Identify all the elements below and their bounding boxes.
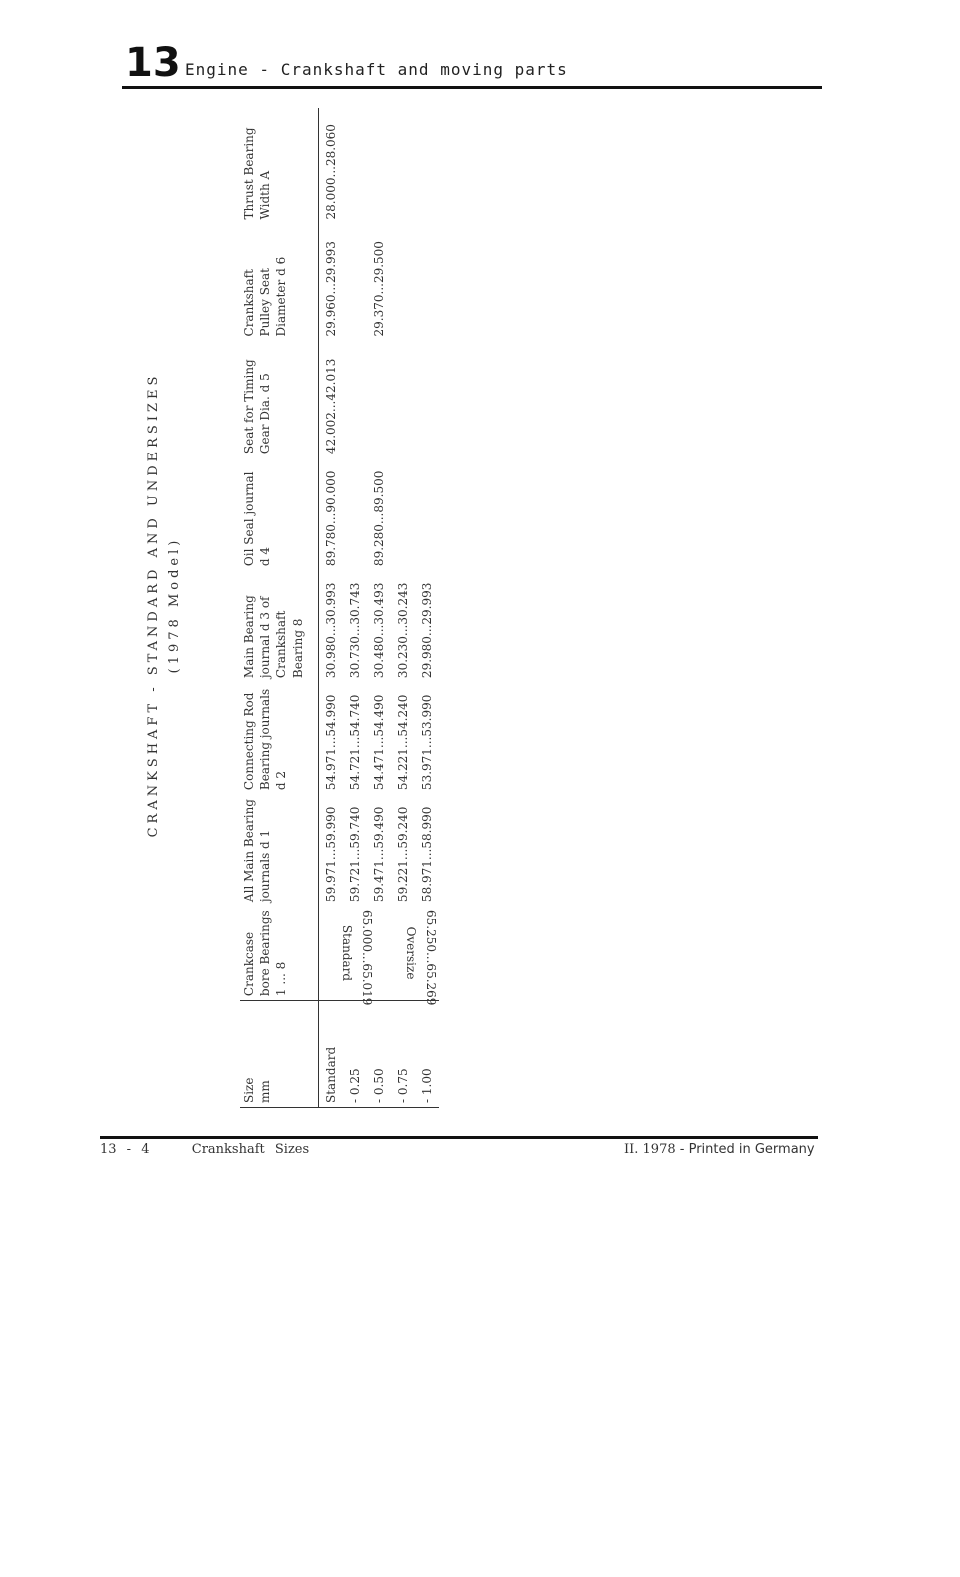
cell-a: [367, 108, 391, 223]
cell-d5: [391, 340, 415, 458]
cell-d1: 59.221...59.240: [396, 806, 410, 903]
cell-size: - 0.75: [391, 1001, 415, 1108]
page-reference: 13 - 4: [100, 1142, 150, 1157]
cell-d5: [343, 340, 367, 458]
cell-a: [415, 108, 439, 223]
section-name: Crankshaft Sizes: [191, 1142, 310, 1157]
cell-crankcase-bore: [319, 906, 440, 1006]
crankshaft-sizes-table: [240, 108, 439, 1108]
footer-left: [100, 1142, 309, 1157]
cell-d3: 29.980...29.993: [420, 582, 434, 679]
cell-d3: 30.730...30.743: [348, 582, 362, 679]
chapter-title: Engine - Crankshaft and moving parts: [185, 60, 568, 79]
cell-d5: [415, 340, 439, 458]
cell-d5: 42.002...42.013: [319, 340, 344, 458]
cell-a: [391, 108, 415, 223]
cell-d4: [343, 458, 367, 570]
standard-label: Standard: [340, 924, 354, 982]
cell-a: [343, 108, 367, 223]
cell-d2: 54.971...54.990: [319, 682, 344, 794]
header-timing-gear-seat: [240, 340, 319, 458]
cell-size: - 0.50: [367, 1001, 391, 1108]
header-thrust-bearing-label: Thrust Bearing Width A: [242, 127, 273, 220]
cell-d1: 59.721...59.740: [348, 806, 362, 903]
document-title: CRANKSHAFT - STANDARD AND UNDERSIZES: [146, 372, 161, 838]
header-main-bearing-journals-label: All Main Bearing journals d 1: [242, 799, 273, 903]
standard-value: 65.000...65.019: [360, 910, 374, 1006]
header-main-bearing-journals: [240, 794, 319, 906]
table-row: [319, 108, 344, 1108]
header-connecting-rod: [240, 682, 319, 794]
cell-d2: 53.971...53.990: [420, 694, 434, 791]
oversize-label: Oversize: [404, 926, 418, 980]
printed-note: - Printed in Germany: [679, 1142, 815, 1157]
footer-right: [624, 1142, 815, 1157]
header-timing-gear-seat-label: Seat for Timing Gear Dia. d 5: [242, 359, 273, 455]
header-pulley-seat: [240, 223, 319, 340]
cell-d6: [343, 223, 367, 340]
table-header-row: [240, 108, 319, 1108]
header-size: [240, 1001, 319, 1108]
header-main-bearing-8: [240, 570, 319, 682]
header-connecting-rod-label: Connecting Rod Bearing journals d 2: [242, 688, 289, 791]
page-header: [125, 40, 825, 90]
cell-size: - 1.00: [415, 1001, 439, 1108]
cell-d4: [415, 458, 439, 570]
footer-rule: [100, 1136, 818, 1139]
cell-d3: 30.230...30.243: [396, 582, 410, 679]
crankcase-bore-upside-down: [331, 910, 441, 1006]
document-subtitle: (1978 Model): [167, 536, 182, 674]
cell-d1: 59.471...59.490: [372, 806, 386, 903]
cell-d2: 54.721...54.740: [348, 694, 362, 791]
cell-d6: [415, 223, 439, 340]
header-oil-seal: [240, 458, 319, 570]
cell-d6: 29.370...29.500: [372, 241, 386, 337]
oversize-value: 65.250...65.269: [424, 910, 438, 1006]
cell-d4: 89.780...90.000: [319, 458, 344, 570]
cell-d6: [391, 223, 415, 340]
header-crankcase-bore-label: Crankcase bore Bearings 1 ... 8: [242, 910, 289, 997]
header-crankcase-bore: [240, 906, 319, 1001]
cell-size: - 0.25: [343, 1001, 367, 1108]
cell-d2: 54.221...54.240: [396, 694, 410, 791]
cell-d4: 89.280...89.500: [372, 470, 386, 567]
header-thrust-bearing: [240, 108, 319, 223]
cell-a: 28.000...28.060: [319, 108, 344, 223]
cell-d3: 30.980...30.993: [319, 570, 344, 682]
cell-d6: 29.960...29.993: [319, 223, 344, 340]
header-rule: [122, 86, 822, 89]
cell-d1: 59.971...59.990: [319, 794, 344, 906]
cell-d2: 54.471...54.490: [372, 694, 386, 791]
header-main-bearing-8-label: Main Bearing journal d 3 of Crankshaft Bearing 8: [242, 595, 305, 679]
edition: II. 1978: [624, 1142, 676, 1157]
chapter-number: 13: [125, 40, 181, 86]
cell-d1: 58.971...58.990: [420, 806, 434, 903]
header-oil-seal-label: Oil Seal journal d 4: [242, 471, 273, 567]
cell-size: Standard: [319, 1001, 344, 1108]
header-size-label: Size mm: [242, 1077, 273, 1103]
rotated-spec-sheet: [130, 90, 510, 1120]
cell-d4: [391, 458, 415, 570]
cell-d3: 30.480...30.493: [372, 582, 386, 679]
header-pulley-seat-label: Crankshaft Pulley Seat Diameter d 6: [242, 256, 289, 337]
cell-d5: [367, 340, 391, 458]
